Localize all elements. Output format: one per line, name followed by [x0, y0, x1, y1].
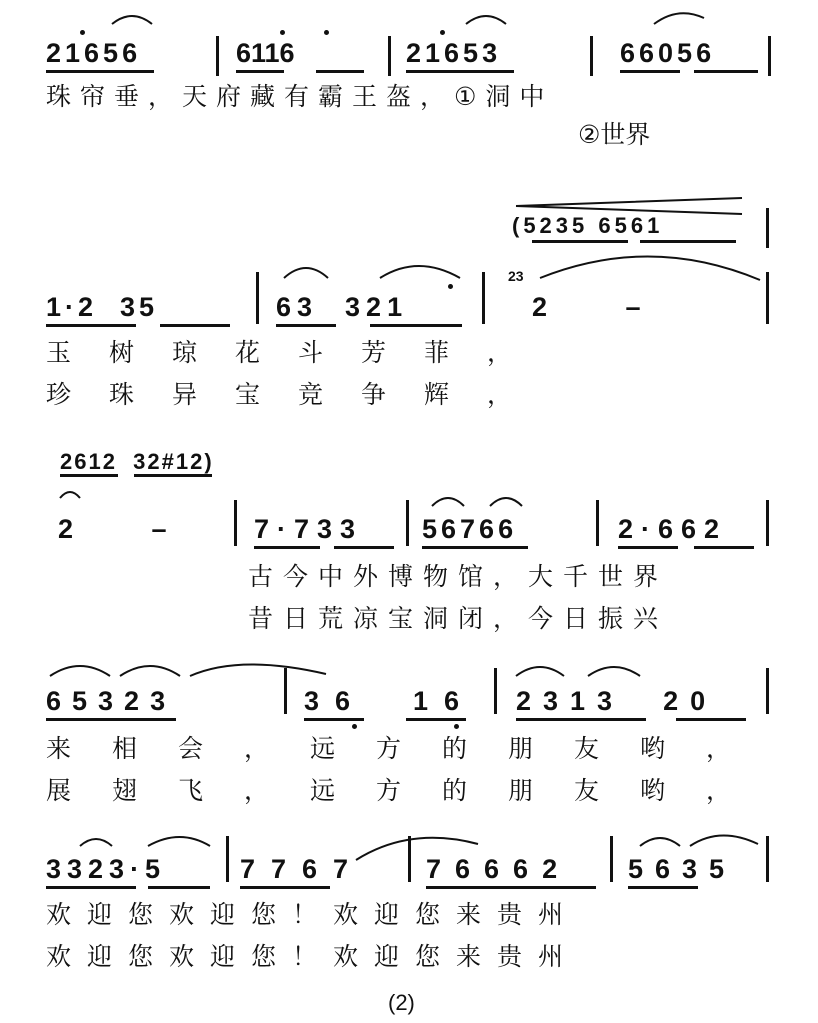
measure-4-2: 36 16 [304, 686, 476, 716]
lyrics-2: 昔日荒凉宝洞闭，今日振兴 [248, 604, 669, 633]
measure-5-3: 76662 [426, 854, 572, 884]
lyrics-2: 欢迎您欢迎您！欢迎您来贵州 [46, 942, 580, 971]
slur [112, 16, 152, 24]
intro-notes: (5235 6561 [512, 213, 664, 238]
slur [148, 837, 210, 846]
tie [690, 835, 758, 846]
measure-1-3: 21653 [406, 38, 502, 68]
slur [654, 13, 704, 24]
slur [588, 667, 640, 676]
measure-4-1: 65323 [46, 686, 177, 716]
interlude-notes: 2612 32#12) [60, 449, 214, 474]
measure-5-1: 3323·5 [46, 854, 167, 884]
slur [50, 666, 110, 676]
lyrics-1: 欢迎您欢迎您！欢迎您来贵州 [46, 900, 580, 929]
lyrics-2: 展翅飞，远方的朋友哟， [46, 776, 773, 805]
lyrics-1: 古今中外博物馆，大千世界 [248, 562, 669, 591]
measure-5-4: 5635 [628, 854, 737, 884]
grace-note: 23 [508, 268, 524, 284]
slur [516, 667, 564, 676]
slur [432, 498, 464, 506]
measure-2-1: 1·2 35 [46, 292, 159, 322]
slur [490, 498, 522, 506]
lyrics-1: 玉树琼花斗芳菲， [46, 338, 551, 367]
tie [190, 664, 326, 676]
measure-4-3: 2313 20 [516, 686, 718, 716]
measure-5-2: 7767 [240, 854, 365, 884]
decrescendo [516, 198, 742, 214]
tie [540, 256, 760, 280]
slur [466, 16, 506, 24]
tie [356, 838, 478, 860]
slur [380, 266, 460, 278]
slur [120, 666, 180, 676]
measure-3-4: 2·662 [618, 514, 728, 544]
measure-3-1: 2 – [58, 514, 181, 544]
measure-3-2: 7·733 [254, 514, 364, 544]
lyrics-2: ②世界 [578, 120, 651, 149]
slur [284, 268, 328, 278]
lyrics-1: 来相会，远方的朋友哟， [46, 734, 773, 763]
measure-1-2: 6116 [236, 38, 295, 68]
measure-2-3: 2 – [532, 292, 655, 322]
lyrics-2: 珍珠异宝竞争辉， [46, 380, 551, 409]
lyrics-1: 珠帘垂，天府藏有霸王盔，①洞中 [46, 82, 554, 111]
measure-3-3: 56766 [422, 514, 518, 544]
slur [60, 492, 80, 498]
measure-2-2: 63 321 [276, 292, 409, 322]
page-number: (2) [388, 990, 415, 1015]
slur [80, 839, 112, 846]
slur [640, 838, 680, 846]
measure-1-4: 66056 [620, 38, 716, 68]
measure-1-1: 21656 [46, 38, 142, 68]
